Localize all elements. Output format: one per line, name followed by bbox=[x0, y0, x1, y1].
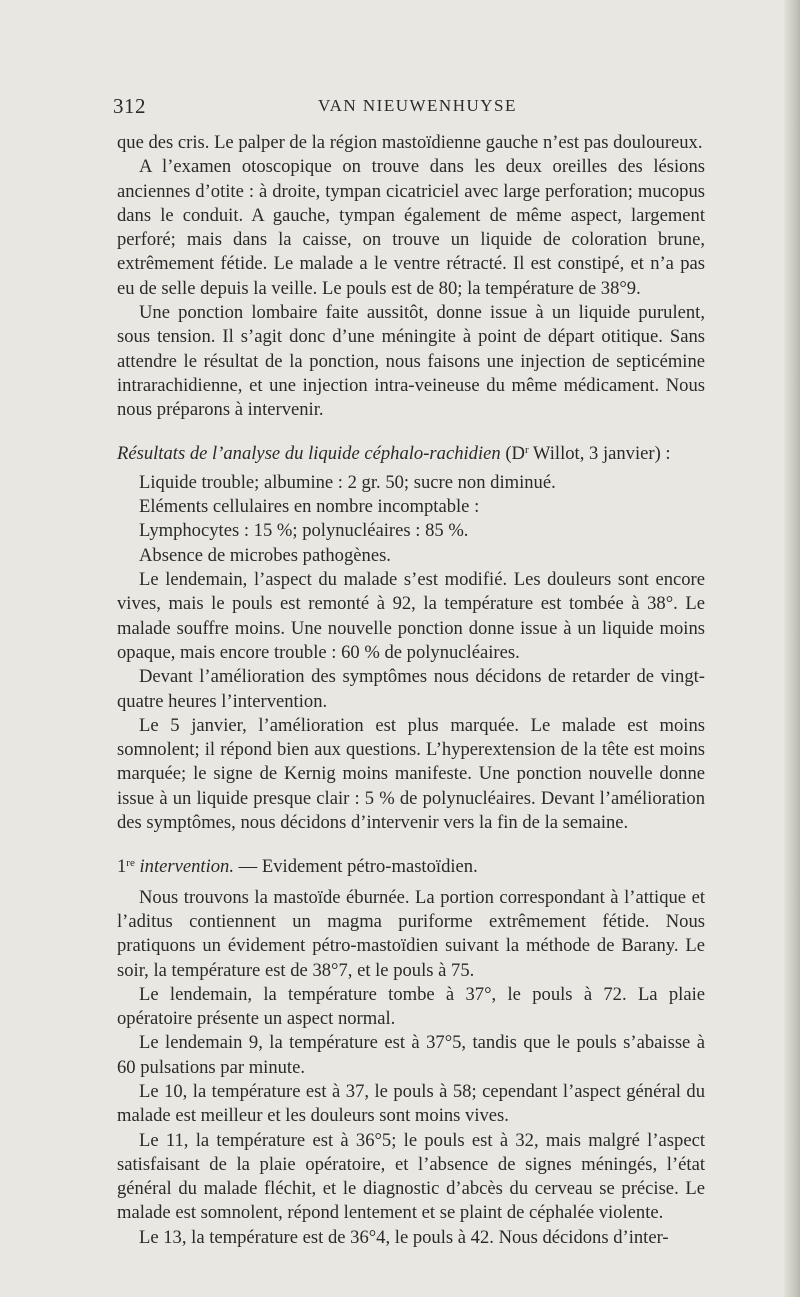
paragraph: Le 11, la température est à 36°5; le pouls est à 32, mais malgré l’aspect satisfaisant de la plaie opératoire, et l’absence de signes méningés, l’état général du malade fléchit, et le diagnostic d’abcès du cerveau se précise. Le malade est somnolent, répond lentement et se plaint de céphalée violente. bbox=[117, 1129, 705, 1224]
page-body bbox=[117, 131, 705, 1250]
intervention-title: — Evidement pétro-mastoïdien. bbox=[234, 856, 478, 878]
results-author-prefix: (D bbox=[505, 442, 525, 464]
paragraph: Une ponction lombaire faite aussitôt, donne issue à un liquide purulent, sous tension. Il s’agit donc d’une méningite à point de départ otitique. Sans attendre le résultat de la ponction, nous faisons une injection de septicémine intrarachidienne, et une injection intra-veineuse du même médicament. Nous nous préparons à intervenir. bbox=[117, 302, 705, 421]
results-author-sup: r bbox=[524, 443, 529, 456]
intervention-heading bbox=[117, 855, 705, 879]
intervention-label: intervention. bbox=[139, 856, 234, 878]
results-heading: Résultats de l’analyse du liquide céphalo-rachidien bbox=[117, 442, 501, 464]
result-line: Eléments cellulaires en nombre incomptable : bbox=[139, 496, 480, 518]
intervention-sup: re bbox=[126, 857, 135, 870]
result-line: Absence de microbes pathogènes. bbox=[139, 544, 391, 566]
result-line: Lymphocytes : 15 %; polynucléaires : 85 %. bbox=[139, 520, 469, 542]
page-number: 312 bbox=[113, 94, 146, 118]
paragraph: Nous trouvons la mastoïde éburnée. La portion correspondant à l’attique et l’aditus contiennent un magma puriforme extrêmement fétide. Nous pratiquons un évidement pétro-mastoïdien suivant la méthode de Barany. Le soir, la température est de 38°7, et le pouls à 75. bbox=[117, 886, 705, 981]
page-header bbox=[113, 94, 693, 120]
paragraph: Le 13, la température est de 36°4, le pouls à 42. Nous décidons d’inter- bbox=[139, 1226, 669, 1248]
paragraph: A l’examen otoscopique on trouve dans les deux oreilles des lésions anciennes d’otite : à droite, tympan cicatriciel avec large perforation; mucopus dans le conduit. A gauche, tympan également de même aspect, largement perforé; mais dans la caisse, on trouve un liquide de coloration brune, extrêmement fétide. Le malade a le ventre rétracté. Il est constipé, et n’a pas eu de selle depuis la veille. Le pouls est de 80; la température de 38°9. bbox=[117, 156, 705, 299]
paragraph: Le lendemain, la température tombe à 37°, le pouls à 72. La plaie opératoire présente un aspect normal. bbox=[117, 983, 705, 1030]
paragraph: Le 5 janvier, l’amélioration est plus marquée. Le malade est moins somnolent; il répond bien aux questions. L’hyperextension de la tête est moins marquée; le signe de Kernig moins manifeste. Une ponction nouvelle donne issue à un liquide presque clair : 5 % de polynucléaires. Devant l’amélioration des symptômes, nous décidons d’intervenir vers la fin de la semaine. bbox=[117, 714, 705, 834]
results-author: Willot, 3 janvier) : bbox=[528, 442, 671, 464]
paragraph: que des cris. Le palper de la région mastoïdienne gauche n’est pas douloureux. bbox=[117, 132, 703, 153]
intervention-number: 1 bbox=[117, 856, 127, 878]
paragraph: Le lendemain, l’aspect du malade s’est modifié. Les douleurs sont encore vives, mais le pouls est remonté à 92, la température est tombée à 38°. Le malade souffre moins. Une nouvelle ponction donne issue à un liquide moins opaque, mais encore trouble : 60 % de polynucléaires. bbox=[117, 569, 705, 663]
result-line: Liquide trouble; albumine : 2 gr. 50; sucre non diminué. bbox=[139, 471, 556, 493]
paragraph: Le 10, la température est à 37, le pouls à 58; cependant l’aspect général du malade est meilleur et les douleurs sont moins vives. bbox=[117, 1080, 705, 1127]
results-heading-line bbox=[117, 442, 705, 466]
running-head: VAN NIEUWENHUYSE bbox=[318, 96, 517, 115]
paragraph: Devant l’amélioration des symptômes nous décidons de retarder de vingt-quatre heures l’intervention. bbox=[117, 666, 705, 712]
page-edge-shadow bbox=[784, 0, 800, 1297]
paragraph: Le lendemain 9, la température est à 37°5, tandis que le pouls s’abaisse à 60 pulsations par minute. bbox=[117, 1032, 705, 1078]
